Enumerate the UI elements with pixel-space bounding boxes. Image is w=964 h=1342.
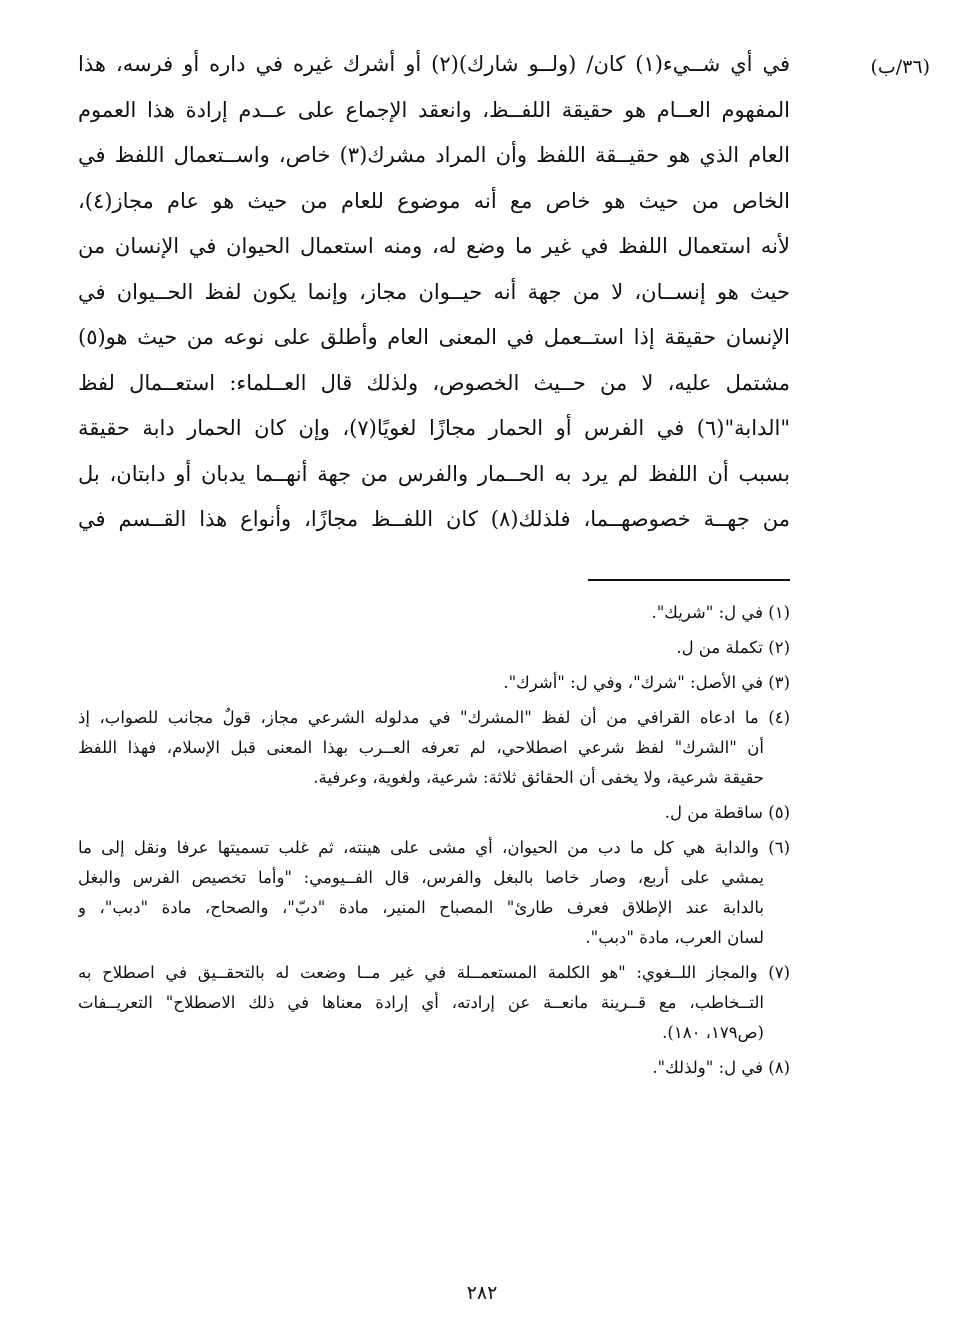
body-line: بسبب أن اللفظ لم يرد به الحــمار والفرس من جهة أنهــما يدبان أو دابتان، بل [78, 461, 790, 486]
footnote-line: التــخاطب، مع قــرينة مانعــة عن إرادته، أي إرادة معناها في ذلك الاصطلاح" التعريــفات [78, 993, 764, 1012]
body-line: لأنه استعمال اللفظ في غير ما وضع له، ومنه استعمال الحيوان في الإنسان من [78, 234, 790, 258]
footnote-line: (ص١٧٩، ١٨٠). [662, 1023, 764, 1042]
footnote-line: (٥) ساقطة من ل. [664, 803, 790, 822]
footnote-line: بالدابة عند الإطلاق فعرف طارئ" المصباح المنير، مادة "دبّ"، والصحاح، مادة "دبب"، و [78, 898, 764, 917]
footnote-line: حقيقة شرعية، ولا يخفى أن الحقائق ثلاثة: شرعية، ولغوية، وعرفية. [313, 768, 764, 787]
footnote-7 [78, 958, 790, 1048]
footnote-3 [78, 668, 790, 698]
footnote-2 [78, 633, 790, 663]
footnote-line: يمشي على أربع، وصار خاصا بالبغل والفرس، قال الفــيومي: "وأما تخصيص الفرس والبغل [78, 868, 764, 887]
body-line: حيث هو إنســان، لا من جهة أنه حيــوان مجاز، وإنما يكون لفظ الحــيوان في [78, 279, 790, 304]
footnote-line: (٣) في الأصل: "شرك"، وفي ل: "أشرك". [503, 673, 790, 692]
main-text [78, 42, 790, 543]
margin-folio-marker: (٣٦/ب) [870, 56, 930, 78]
footnote-line: (٦) والدابة هي كل ما دب من الحيوان، أي مشى على هينته، ثم غلب تسميتها عرفا ونقل إلى ما [78, 838, 790, 857]
footnote-line: (١) في ل: "شريك". [651, 603, 790, 622]
footnote-6 [78, 833, 790, 953]
body-line: "الدابة"(٦) في الفرس أو الحمار مجازًا لغويًا(٧)، وإن كان الحمار دابة حقيقة [78, 416, 790, 440]
footnote-5 [78, 798, 790, 828]
body-line: المفهوم العــام هو حقيقة اللفــظ، وانعقد الإجماع على عــدم إرادة هذا العموم [78, 97, 790, 122]
body-line: العام الذي هو حقيــقة اللفظ وأن المراد مشرك(٣) خاص، واســتعمال اللفظ في [78, 143, 790, 167]
footnote-4 [78, 703, 790, 793]
body-line: مشتمل عليه، لا من حــيث الخصوص، ولذلك قال العــلماء: استعــمال لفظ [78, 370, 790, 395]
footnote-line: (٧) والمجاز اللــغوي: "هو الكلمة المستعمــلة في غير مــا وضعت له بالتحقــيق في اصطلاح به [78, 963, 790, 982]
body-line: في أي شــيء(١) كان/ (ولــو شارك)(٢) أو أشرك غيره في داره أو فرسه، هذا [78, 52, 790, 76]
footnote-line: (٤) ما ادعاه القرافي من أن لفظ "المشرك" في مدلوله الشرعي مجاز، قولٌ مجانب للصواب، إذ [78, 708, 790, 727]
footnote-8 [78, 1053, 790, 1083]
footnote-1 [78, 598, 790, 628]
footnote-separator [588, 579, 790, 581]
body-line: الإنسان حقيقة إذا استــعمل في المعنى العام وأطلق على نوعه من حيث هو(٥) [78, 325, 790, 349]
footnote-line: لسان العرب، مادة "دبب". [585, 928, 764, 947]
body-line: الخاص من حيث هو خاص مع أنه موضوع للعام من حيث هو عام مجاز(٤)، [78, 188, 790, 213]
footnote-line: (٢) تكملة من ل. [676, 638, 790, 657]
footnote-line: أن "الشرك" لفظ شرعي اصطلاحي، لم تعرفه العــرب بهذا المعنى قبل الإسلام، فهذا اللفظ [78, 738, 764, 757]
page-number: ٢٨٢ [466, 1282, 498, 1304]
footnotes [78, 598, 790, 1088]
body-line: من جهــة خصوصهــما، فلذلك(٨) كان اللفــظ مجازًا، وأنواع هذا القــسم في [78, 507, 790, 531]
footnote-line: (٨) في ل: "ولذلك". [652, 1058, 790, 1077]
